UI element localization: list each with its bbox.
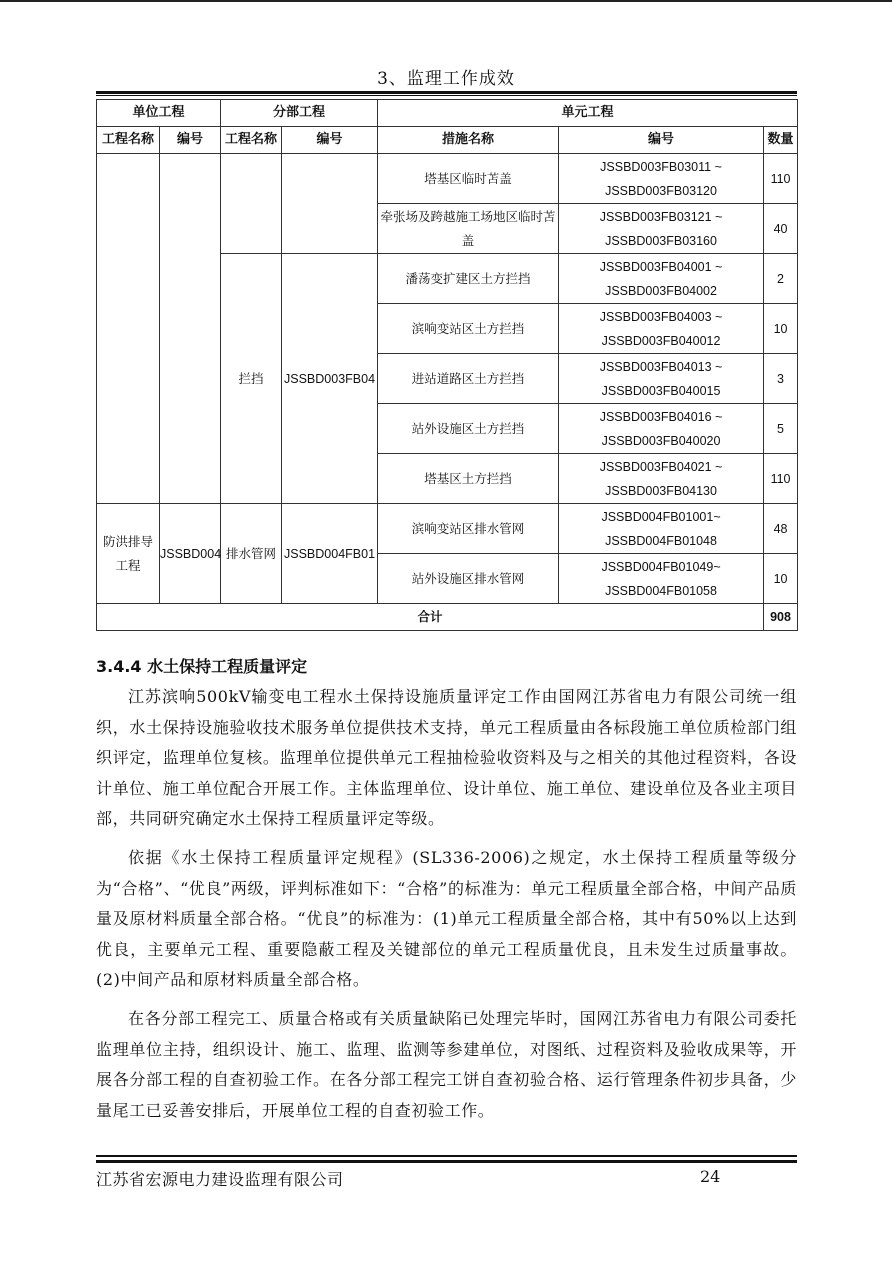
division-name-cell-empty xyxy=(221,154,282,254)
measure-name: 塔基区临时苫盖 xyxy=(378,154,559,204)
page-header-title: 3、监理工作成效 xyxy=(377,69,515,89)
measure-name: 站外设施区排水管网 xyxy=(378,554,559,604)
quantity: 2 xyxy=(764,254,798,304)
division-code: JSSBD004FB01 xyxy=(282,504,378,604)
column-header: 工程名称 xyxy=(97,127,160,154)
measure-name: 塔基区土方拦挡 xyxy=(378,454,559,504)
measure-name: 站外设施区土方拦挡 xyxy=(378,404,559,454)
quantity: 3 xyxy=(764,354,798,404)
unit-project-table xyxy=(96,99,798,631)
quantity: 40 xyxy=(764,204,798,254)
footer-company: 江苏省宏源电力建设监理有限公司 xyxy=(96,1170,344,1189)
element-code: JSSBD003FB03121 ~ JSSBD003FB03160 xyxy=(559,204,764,254)
group-header-element: 单元工程 xyxy=(378,100,798,127)
total-label: 合计 xyxy=(97,604,764,631)
table-row xyxy=(97,154,798,204)
unit-name: 防洪排导工程 xyxy=(97,504,160,604)
header-rule xyxy=(96,91,797,94)
quantity: 110 xyxy=(764,454,798,504)
group-header-unit: 单位工程 xyxy=(97,100,221,127)
column-header: 编号 xyxy=(282,127,378,154)
division-name: 拦挡 xyxy=(221,254,282,504)
table-total-row xyxy=(97,604,798,631)
division-code-cell-empty xyxy=(282,154,378,254)
total-value: 908 xyxy=(764,604,798,631)
unit-code: JSSBD004 xyxy=(160,504,221,604)
element-code: JSSBD003FB04016 ~ JSSBD003FB040020 xyxy=(559,404,764,454)
column-header: 措施名称 xyxy=(378,127,559,154)
quantity: 48 xyxy=(764,504,798,554)
paragraph: 江苏滨响500kV输变电工程水土保持设施质量评定工作由国网江苏省电力有限公司统一组织，水土保持设施验收技术服务单位提供技术支持，单元工程质量由各标段施工单位质检部门组织评定，监理单位复核。监理单位提供单元工程抽检验收资料及与之相关的其他过程资料，各设计单位、施工单位配合开展工作。主体监理单位、设计单位、施工单位、建设单位及各业主项目部，共同研究确定水土保持工程质量评定等级。 xyxy=(96,687,797,829)
element-code: JSSBD003FB04001 ~ JSSBD003FB04002 xyxy=(559,254,764,304)
section-heading: 3.4.4 水土保持工程质量评定 xyxy=(96,657,308,676)
measure-name: 滨响变站区土方拦挡 xyxy=(378,304,559,354)
measure-name: 牵张场及跨越施工场地区临时苫盖 xyxy=(378,204,559,254)
column-header: 工程名称 xyxy=(221,127,282,154)
quantity: 10 xyxy=(764,554,798,604)
element-code: JSSBD003FB04021 ~ JSSBD003FB04130 xyxy=(559,454,764,504)
quantity: 5 xyxy=(764,404,798,454)
column-header: 编号 xyxy=(160,127,221,154)
footer-rule-thick xyxy=(96,1160,797,1163)
table-row xyxy=(97,504,798,554)
measure-name: 滨响变站区排水管网 xyxy=(378,504,559,554)
table-column-header-row xyxy=(97,127,798,154)
measure-name: 潘荡变扩建区土方拦挡 xyxy=(378,254,559,304)
column-header: 编号 xyxy=(559,127,764,154)
table-group-header-row xyxy=(97,100,798,127)
section-body xyxy=(96,682,797,1134)
paragraph: 在各分部工程完工、质量合格或有关质量缺陷已处理完毕时，国网江苏省电力有限公司委托监理单位主持，组织设计、施工、监理、监测等参建单位，对图纸、过程资料及验收成果等，开展各分部工程的自查初验工作。在各分部工程完工饼自查初验合格、运行管理条件初步具备，少量尾工已妥善安排后，开展单位工程的自查初验工作。 xyxy=(96,1008,797,1120)
unit-code-cell-empty xyxy=(160,154,221,504)
element-code: JSSBD003FB03011 ~ JSSBD003FB03120 xyxy=(559,154,764,204)
quantity: 110 xyxy=(764,154,798,204)
element-code: JSSBD003FB04003 ~ JSSBD003FB040012 xyxy=(559,304,764,354)
element-code: JSSBD003FB04013 ~ JSSBD003FB040015 xyxy=(559,354,764,404)
measure-name: 进站道路区土方拦挡 xyxy=(378,354,559,404)
column-header: 数量 xyxy=(764,127,798,154)
header-rule-thin xyxy=(96,95,797,96)
division-name: 排水管网 xyxy=(221,504,282,604)
division-code: JSSBD003FB04 xyxy=(282,254,378,504)
top-border-line xyxy=(0,0,892,2)
page-number: 24 xyxy=(700,1167,721,1186)
unit-name-cell-empty xyxy=(97,154,160,504)
paragraph: 依据《水土保持工程质量评定规程》(SL336-2006)之规定，水土保持工程质量等级分为“合格”、“优良”两级，评判标准如下：“合格”的标准为：单元工程质量全部合格，中间产品质量及原材料质量全部合格。“优良”的标准为：(1)单元工程质量全部合格，其中有50%以上达到优良，主要单元工程、重要隐蔽工程及关键部位的单元工程质量优良，且未发生过质量事故。(2)中间产品和原材料质量全部合格。 xyxy=(96,847,797,990)
element-code: JSSBD004FB01001~ JSSBD004FB01048 xyxy=(559,504,764,554)
footer-rule xyxy=(96,1155,797,1157)
group-header-division: 分部工程 xyxy=(221,100,378,127)
quantity: 10 xyxy=(764,304,798,354)
element-code: JSSBD004FB01049~ JSSBD004FB01058 xyxy=(559,554,764,604)
